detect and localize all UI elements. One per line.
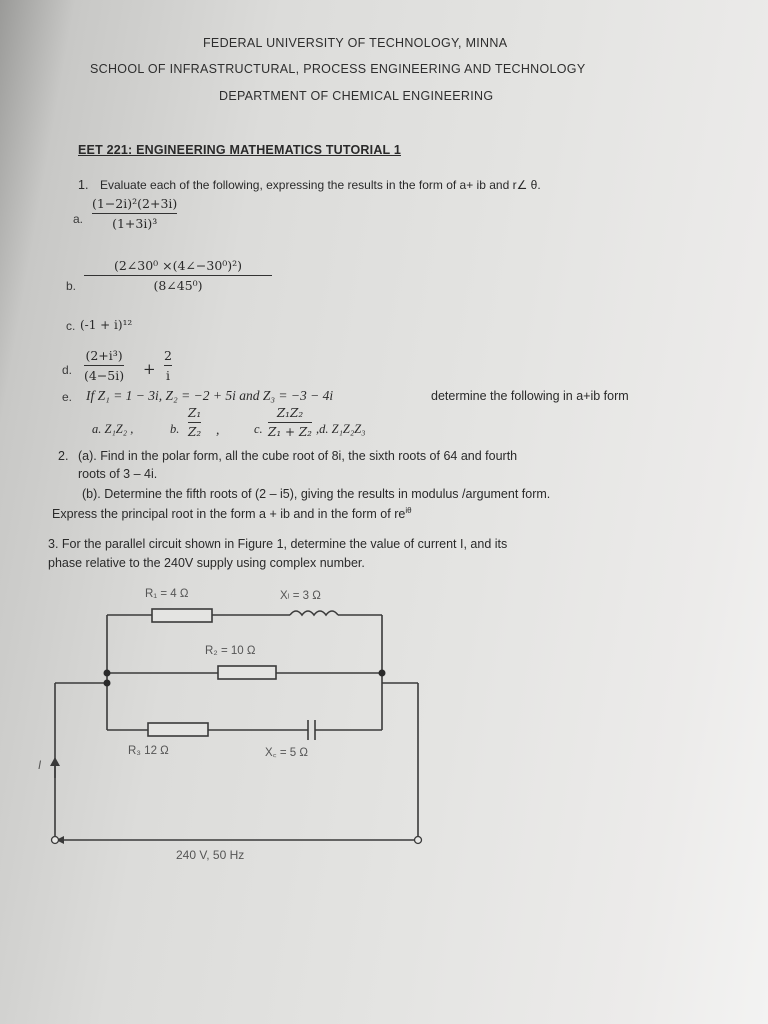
- tutorial-title: EET 221: ENGINEERING MATHEMATICS TUTORIAL 1: [78, 143, 401, 157]
- q2b-line2-text: Express the principal root in the form a + ib and in the form of re: [52, 507, 406, 522]
- q3-line2: phase relative to the 240V supply using complex number.: [48, 556, 365, 570]
- label-xc: X꜀ = 5 Ω: [265, 747, 308, 759]
- q1d-label: d.: [62, 363, 73, 377]
- label-supply: 240 V, 50 Hz: [176, 848, 245, 862]
- q1e-part-d: ,d. Z₁Z₂Z₃: [316, 422, 366, 436]
- q2b-line2-sup: iθ: [405, 506, 412, 515]
- q1-number: 1.: [78, 178, 89, 192]
- q2-number: 2.: [58, 449, 69, 463]
- resistor-r1: [152, 609, 212, 622]
- terminal-right: [415, 837, 422, 844]
- q2b-line1: (b). Determine the fifth roots of (2 – i5), giving the results in modulus /argument form.: [82, 487, 551, 501]
- q1e-b-numerator: Z₁: [188, 406, 202, 420]
- q1d-numerator-1: (2+i³): [85, 348, 123, 363]
- label-xl: Xₗ = 3 Ω: [280, 590, 321, 602]
- q1b-label: b.: [66, 279, 77, 293]
- label-r3: R₃ 12 Ω: [128, 745, 169, 757]
- junction-dot: [104, 670, 111, 677]
- department-name: DEPARTMENT OF CHEMICAL ENGINEERING: [219, 89, 494, 103]
- university-name: FEDERAL UNIVERSITY OF TECHNOLOGY, MINNA: [203, 36, 508, 50]
- q1e-part-c-label: c.: [254, 422, 263, 436]
- label-r2: R₂ = 10 Ω: [205, 645, 256, 657]
- terminal-left: [52, 837, 59, 844]
- q1e-expression: If Z₁ = 1 − 3i, Z₂ = −2 + 5i and Z₃ = −3 − 4i: [86, 388, 334, 403]
- resistor-r3: [148, 723, 208, 736]
- junction-dot: [379, 670, 386, 677]
- q1e-text: determine the following in a+ib form: [431, 389, 629, 403]
- current-arrow-head: [50, 757, 60, 766]
- q2a-line1: (a). Find in the polar form, all the cube root of 8i, the sixth roots of 64 and fourth: [78, 449, 518, 463]
- label-current: I: [38, 760, 42, 772]
- q1c-expression: (-1 + i)¹²: [80, 318, 133, 332]
- q1a-label: a.: [73, 212, 84, 226]
- q1e-part-b-label: b.: [170, 422, 180, 436]
- q1e-c-denominator: Z₁ + Z₂: [268, 425, 312, 440]
- q1e-part-b-comma: ,: [216, 422, 220, 437]
- q3-line1: 3. For the parallel circuit shown in Figure 1, determine the value of current I, and its: [48, 537, 508, 551]
- q1d-denominator-2: i: [165, 368, 170, 384]
- q1e-b-denominator: Z₂: [188, 425, 202, 440]
- inductor-xl: [290, 611, 338, 615]
- school-name: SCHOOL OF INFRASTRUCTURAL, PROCESS ENGINEERING AND TECHNOLOGY: [90, 62, 586, 76]
- q1d-plus: +: [143, 360, 156, 378]
- q1a-numerator: (1−2i)²(2+3i): [92, 196, 178, 211]
- q1b-numerator: (2∠30⁰ ×(4∠−30⁰)²): [113, 258, 243, 273]
- q1c-label: c.: [66, 319, 76, 333]
- q1b-denominator: (8∠45⁰): [153, 278, 203, 294]
- resistor-r2: [218, 666, 276, 679]
- q1d-numerator-2: 2: [164, 348, 172, 363]
- q1a-denominator: (1+3i)³: [112, 216, 158, 232]
- label-r1: R₁ = 4 Ω: [145, 588, 189, 600]
- q1-text: Evaluate each of the following, expressing the results in the form of a+ ib and r∠ θ.: [100, 178, 541, 192]
- q1e-c-numerator: Z₁Z₂: [276, 406, 304, 420]
- q1e-part-a: a. Z₁Z₂ ,: [92, 422, 134, 436]
- q1d-denominator-1: (4−5i): [84, 368, 125, 384]
- q1e-label: e.: [62, 390, 73, 404]
- junction-dot: [104, 680, 111, 687]
- q2a-line2: roots of 3 – 4i.: [78, 467, 158, 481]
